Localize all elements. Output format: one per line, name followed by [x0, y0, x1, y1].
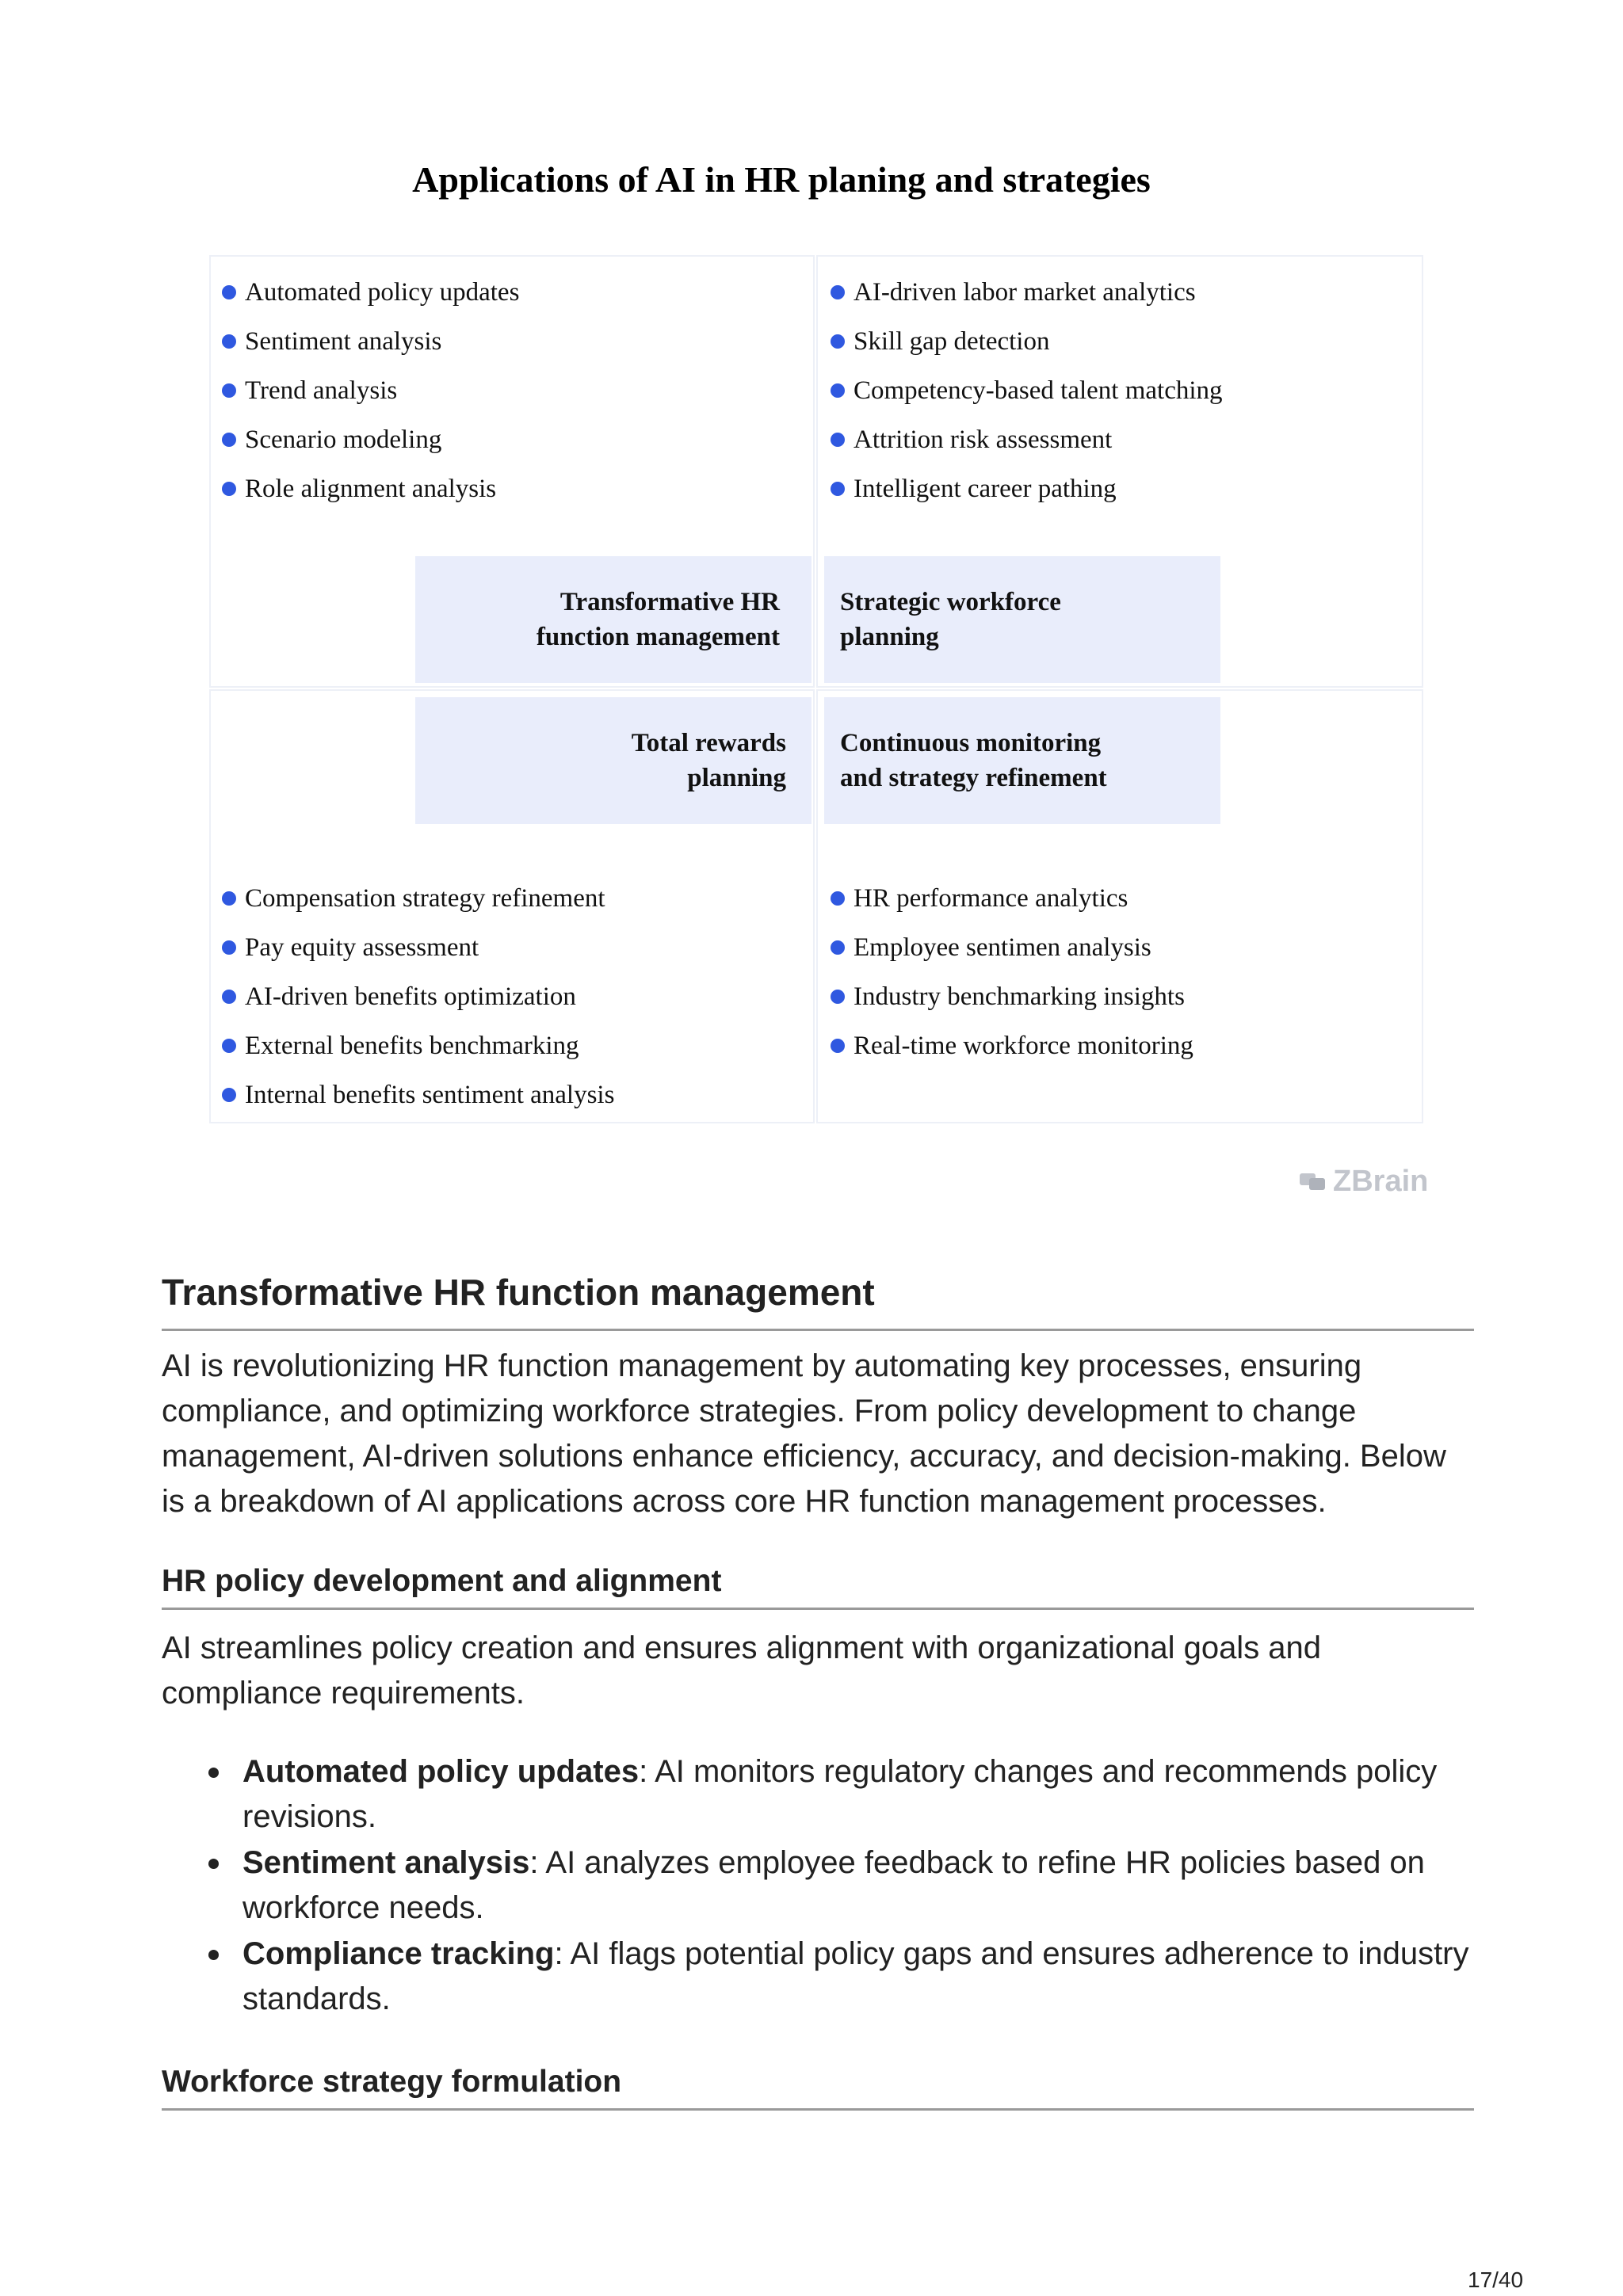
subsection-intro: AI streamlines policy creation and ensures alignment with organizational goals and compliance requirements. [162, 1630, 1322, 1711]
list-item: Employee sentimen analysis [831, 923, 1193, 972]
bullet-dot-icon [222, 891, 236, 906]
list-item: Real-time workforce monitoring [831, 1021, 1193, 1070]
list-item: Skill gap detection [831, 317, 1223, 366]
list-item: Trend analysis [222, 366, 519, 415]
list-item [162, 1749, 1477, 1840]
center-label-line: Strategic workforce [840, 588, 1061, 616]
bullet-dot-icon [831, 383, 845, 398]
list-item: Intelligent career pathing [831, 464, 1223, 513]
bullet-dot-icon [222, 334, 236, 349]
center-label-line: planning [687, 764, 786, 792]
center-label-line: planning [840, 623, 939, 651]
center-box-strategic-workforce [824, 556, 1220, 683]
list-item: AI-driven benefits optimization [222, 972, 614, 1021]
center-box-total-rewards [415, 697, 812, 824]
bullet-dot-icon [222, 482, 236, 496]
bottom-left-list [222, 874, 614, 1119]
bullet-dot-icon [831, 891, 845, 906]
list-item [162, 1840, 1477, 1931]
bullet-text: : AI analyzes employee feedback to refine HR policies based on workforce needs. [242, 1845, 1425, 1925]
center-label-line: Transformative HR [559, 588, 780, 616]
bullet-dot-icon [831, 433, 845, 447]
zbrain-logo [1300, 1165, 1428, 1199]
center-box-continuous-monitoring [824, 697, 1220, 824]
section-title: Transformative HR function management [162, 1266, 1474, 1331]
list-item: Automated policy updates [222, 268, 519, 317]
list-item: Scenario modeling [222, 415, 519, 464]
bullet-dot-icon [222, 990, 236, 1004]
bullet-dot-icon [831, 1039, 845, 1053]
list-item: External benefits benchmarking [222, 1021, 614, 1070]
bullet-dot-icon [831, 940, 845, 955]
bullet-dot-icon [208, 1950, 219, 1960]
bullet-dot-icon [208, 1859, 219, 1869]
list-item: Role alignment analysis [222, 464, 519, 513]
center-label-line: function management [536, 623, 780, 651]
bullet-dot-icon [208, 1768, 219, 1778]
section-intro: AI is revolutionizing HR function management by automating key processes, ensuring compliance, and optimizing workforce strategies. From policy development to change management, AI-driven solutions enhance efficiency, accuracy, and decision-making. Below is a breakdown of AI applications across core HR function management processes. [162, 1348, 1446, 1519]
list-item: Internal benefits sentiment analysis [222, 1070, 614, 1119]
center-box-transformative-hr [415, 556, 812, 683]
chat-bubbles-icon [1300, 1172, 1327, 1192]
bullet-dot-icon [222, 1088, 236, 1102]
bullet-text: : AI flags potential policy gaps and ensures adherence to industry standards. [242, 1936, 1469, 2016]
list-item [162, 1932, 1477, 2022]
subsection-title: HR policy development and alignment [162, 1561, 1474, 1610]
bullet-dot-icon [831, 285, 845, 299]
bullet-dot-icon [222, 940, 236, 955]
page-number: 17/40 [1468, 2267, 1524, 2292]
center-label-line: Total rewards [631, 729, 786, 757]
list-item: Sentiment analysis [222, 317, 519, 366]
bullet-dot-icon [222, 433, 236, 447]
bullet-dot-icon [831, 334, 845, 349]
center-label-line: and strategy refinement [840, 764, 1107, 792]
list-item: Attrition risk assessment [831, 415, 1223, 464]
policy-bullets [162, 1749, 1477, 2023]
list-item: Industry benchmarking insights [831, 972, 1193, 1021]
bullet-dot-icon [222, 1039, 236, 1053]
bullet-term: Compliance tracking [242, 1936, 555, 1971]
bullet-dot-icon [831, 990, 845, 1004]
logo-text: ZBrain [1333, 1165, 1429, 1198]
list-item: Pay equity assessment [222, 923, 614, 972]
diagram-title: Applications of AI in HR planing and strategies [412, 159, 1151, 200]
list-item: HR performance analytics [831, 874, 1193, 923]
bullet-dot-icon [222, 383, 236, 398]
top-right-list [831, 268, 1223, 513]
bullet-dot-icon [831, 482, 845, 496]
list-item: Competency-based talent matching [831, 366, 1223, 415]
subsection-title: Workforce strategy formulation [162, 2061, 1474, 2111]
bullet-term: Sentiment analysis [242, 1845, 530, 1880]
bullet-text: : AI monitors regulatory changes and recommends policy revisions. [242, 1754, 1438, 1834]
bullet-dot-icon [222, 285, 236, 299]
top-left-list [222, 268, 519, 513]
bottom-right-list [831, 874, 1193, 1070]
list-item: Compensation strategy refinement [222, 874, 614, 923]
bullet-term: Automated policy updates [242, 1754, 640, 1789]
list-item: AI-driven labor market analytics [831, 268, 1223, 317]
center-label-line: Continuous monitoring [840, 729, 1102, 757]
